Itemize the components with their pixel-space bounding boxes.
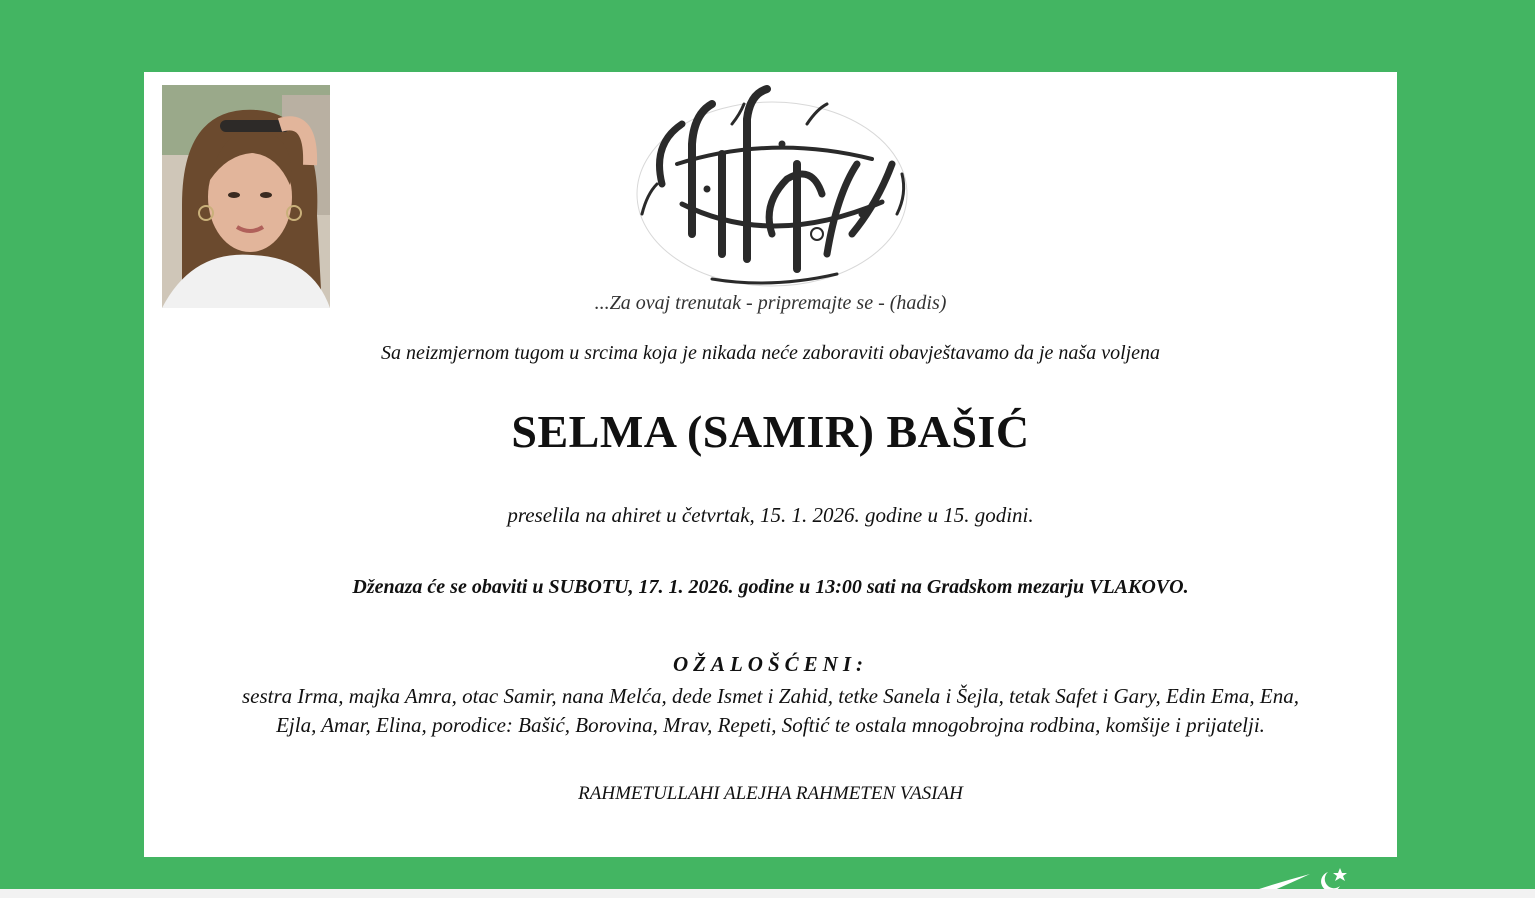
intro-text: Sa neizmjernom tugom u srcima koja je nikada neće zaboraviti obavještavamo da je naša voljena [380, 342, 1161, 364]
mourners-title: OŽALOŠĆENI: [672, 652, 869, 676]
hadith-quote: ...Za ovaj trenutak - pripremajte se - (hadis) [594, 292, 947, 314]
mourners-line-2: Ejla, Amar, Elina, porodice: Bašić, Borovina, Mrav, Repeti, Softić te ostala mnogobrojna rodbina, komšije i prijatelji. [276, 713, 1265, 737]
mourners-list [144, 682, 1397, 740]
deceased-name: SELMA (SAMIR) BAŠIĆ [511, 406, 1030, 457]
arabic-calligraphy-emblem [622, 84, 922, 294]
closing-prayer: RAHMETULLAHI ALEJHA RAHMETEN VASIAH [578, 783, 963, 804]
crescent-star-icon [690, 0, 830, 60]
passing-date-text: preselila na ahiret u četvrtak, 15. 1. 2026. godine u 15. godini. [507, 503, 1034, 527]
deceased-photo [162, 85, 330, 308]
funeral-info: Dženaza će se obaviti u SUBOTU, 17. 1. 2026. godine u 13:00 sati na Gradskom mezarju VLAKOVO. [352, 576, 1189, 598]
bottom-strip [0, 889, 1535, 898]
mourners-line-1: sestra Irma, majka Amra, otac Samir, nana Melća, dede Ismet i Zahid, tetke Sanela i Šejla, tetak Safet i Gary, Edin Ema, Ena, [241, 684, 1300, 708]
obituary-card [144, 72, 1397, 857]
